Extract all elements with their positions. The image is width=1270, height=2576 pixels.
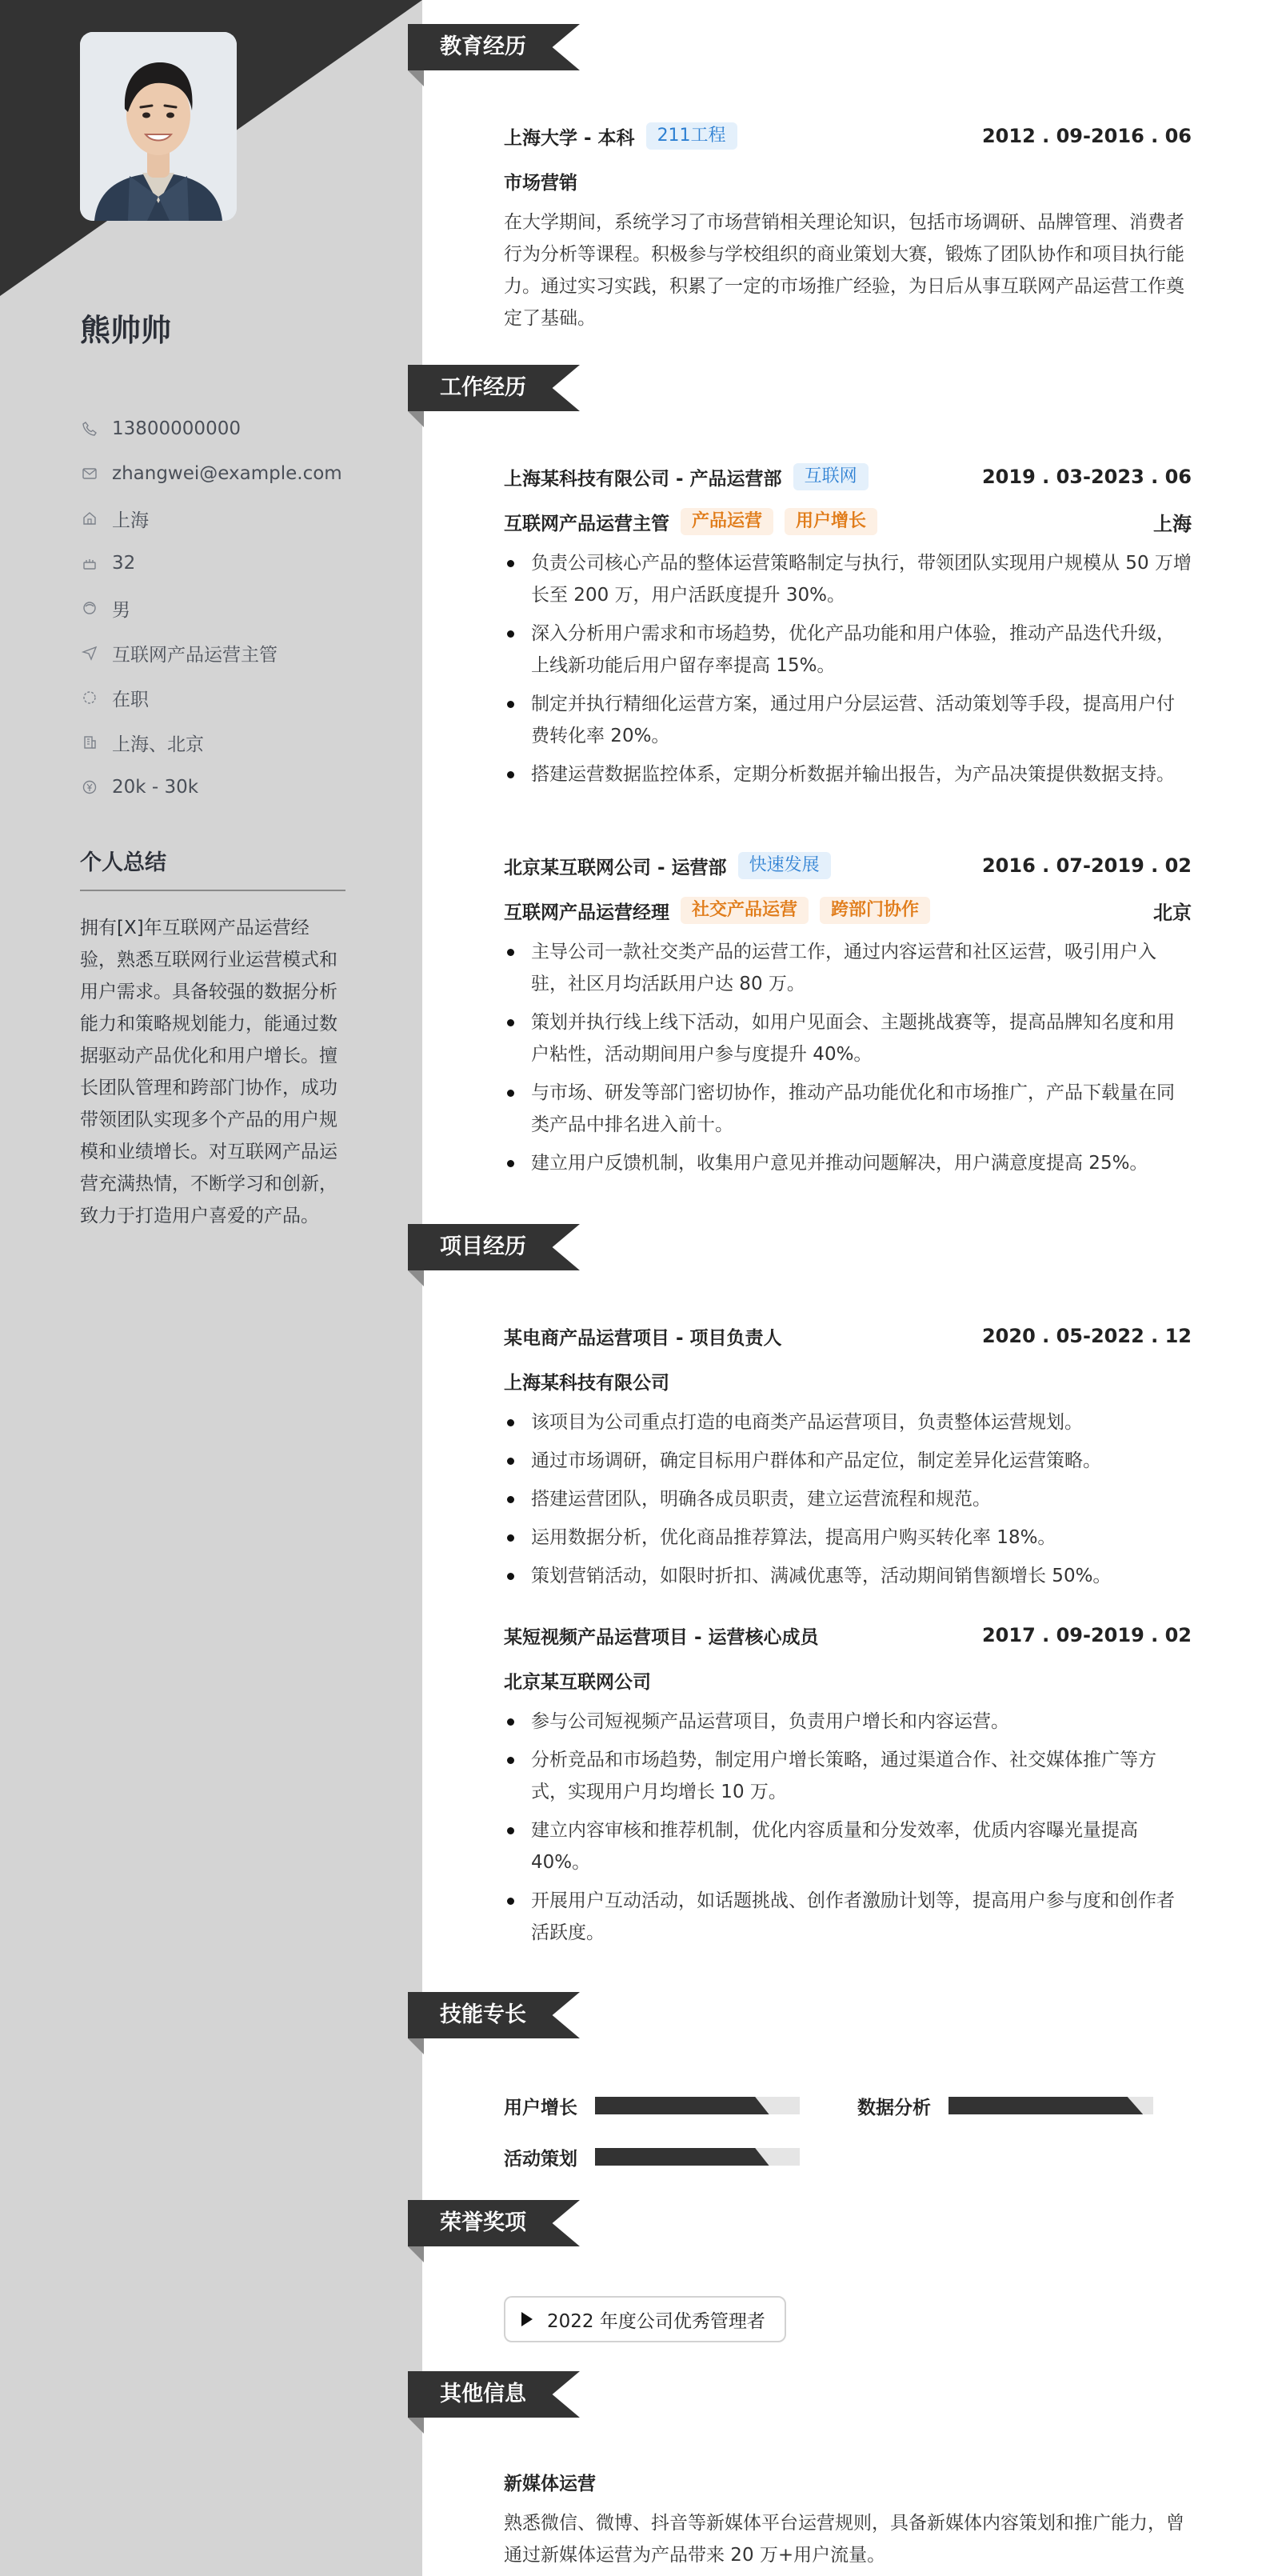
section-title: 其他信息 — [440, 2382, 526, 2406]
home-icon — [80, 509, 99, 528]
contact-phone — [80, 406, 384, 451]
summary-title: 个人总结 — [80, 850, 166, 875]
work-tag: 互联网 — [793, 463, 869, 490]
section-header-work — [408, 365, 580, 411]
work-role-tag: 跨部门协作 — [820, 897, 930, 924]
list-item: 参与公司短视频产品运营项目，负责用户增长和内容运营。 — [504, 1706, 1192, 1738]
section-title: 项目经历 — [440, 1234, 526, 1259]
honor-text: 2022 年度公司优秀管理者 — [547, 2310, 765, 2332]
contact-age — [80, 541, 384, 586]
age-icon — [80, 554, 99, 573]
work-role: 互联网产品运营主管 — [504, 513, 669, 534]
contact-city-text: 上海 — [112, 510, 149, 531]
education-entry — [504, 114, 1192, 334]
project-org: 北京某互联网公司 — [504, 1671, 651, 1693]
work-company: 上海某科技有限公司 - 产品运营部 — [504, 468, 782, 490]
work-role-tag: 社交产品运营 — [681, 897, 809, 924]
list-item: 建立用户反馈机制，收集用户意见并推动问题解决，用户满意度提高 25%。 — [504, 1147, 1192, 1179]
contact-position — [80, 630, 384, 675]
contact-gender-text: 男 — [112, 599, 130, 621]
other-entry — [504, 2459, 1192, 2571]
list-item: 建立内容审核和推荐机制，优化内容质量和分发效率，优质内容曝光量提高 40%。 — [504, 1814, 1192, 1878]
contact-status — [80, 675, 384, 720]
project-title: 某短视频产品运营项目 - 运营核心成员 — [504, 1626, 819, 1648]
skill-item — [857, 2090, 1153, 2122]
contact-list — [80, 406, 384, 810]
work-bullets — [504, 936, 1192, 1179]
section-title: 荣誉奖项 — [440, 2210, 526, 2235]
contact-email — [80, 451, 384, 496]
skill-name: 数据分析 — [857, 2097, 931, 2118]
work-city: 上海 — [1153, 512, 1192, 535]
other-desc: 熟悉微信、微博、抖音等新媒体平台运营规则，具备新媒体内容策划和推广能力，曾通过新媒体运营为产品带来 20 万+用户流量。 — [504, 2513, 1184, 2566]
list-item: 通过市场调研，确定目标用户群体和产品定位，制定差异化运营策略。 — [504, 1445, 1192, 1477]
list-item: 与市场、研发等部门密切协作，推动产品功能优化和市场推广，产品下载量在同类产品中排名进入前十。 — [504, 1077, 1192, 1141]
other-title: 新媒体运营 — [504, 2473, 596, 2494]
avatar-portrait — [80, 32, 237, 221]
skill-bar — [595, 2148, 800, 2166]
section-header-projects — [408, 1224, 580, 1270]
profile-name: 熊帅帅 — [80, 313, 172, 348]
avatar — [80, 32, 237, 221]
list-item: 搭建运营团队，明确各成员职责，建立运营流程和规范。 — [504, 1483, 1192, 1515]
project-entry — [504, 1314, 1192, 1598]
section-title: 技能专长 — [440, 2002, 526, 2027]
work-city: 北京 — [1153, 901, 1192, 924]
skill-bar-fill — [595, 2097, 769, 2114]
summary-text: 拥有[X]年互联网产品运营经验，熟悉互联网行业运营模式和用户需求。具备较强的数据分析能力和策略规划能力，能通过数据驱动产品优化和用户增长。擅长团队管理和跨部门协作，成功带领团队实现多个产品的用户规模和业绩增长。对互联网产品运营充满热情，不断学习和创新，致力于打造用户喜爱的产品。 — [80, 918, 337, 1226]
list-item: 该项目为公司重点打造的电商类产品运营项目，负责整体运营规划。 — [504, 1406, 1192, 1438]
sidebar — [0, 0, 422, 2576]
work-entry — [504, 454, 1192, 797]
list-item: 深入分析用户需求和市场趋势，优化产品功能和用户体验，推动产品迭代升级，上线新功能后用户留存率提高 15%。 — [504, 618, 1192, 682]
contact-status-text: 在职 — [112, 689, 149, 710]
project-date: 2020 . 05-2022 . 12 — [981, 1325, 1192, 1347]
contact-email-text: zhangwei@example.com — [112, 463, 342, 484]
work-tag: 快速发展 — [738, 852, 831, 879]
contact-phone-text: 13800000000 — [112, 418, 241, 439]
work-role-tag: 用户增长 — [785, 508, 877, 535]
contact-salary — [80, 765, 384, 810]
skill-name: 活动策划 — [504, 2148, 577, 2170]
project-date: 2017 . 09-2019 . 02 — [981, 1624, 1192, 1646]
project-org: 上海某科技有限公司 — [504, 1372, 669, 1394]
status-icon — [80, 688, 99, 707]
education-date: 2012 . 09-2016 . 06 — [981, 125, 1192, 147]
list-item: 策划并执行线上线下活动，如用户见面会、主题挑战赛等，提高品牌知名度和用户粘性，活动期间用户参与度提升 40%。 — [504, 1006, 1192, 1070]
list-item: 主导公司一款社交类产品的运营工作，通过内容运营和社区运营，吸引用户入驻，社区月均活跃用户达 80 万。 — [504, 936, 1192, 1000]
section-header-honors — [408, 2200, 580, 2246]
work-bullets — [504, 547, 1192, 790]
section-header-other — [408, 2371, 580, 2418]
section-title: 工作经历 — [440, 375, 526, 400]
section-header-skills — [408, 1992, 580, 2038]
work-role: 互联网产品运营经理 — [504, 902, 669, 923]
work-date: 2019 . 03-2023 . 06 — [981, 466, 1192, 488]
phone-icon — [80, 419, 99, 438]
education-tag: 211工程 — [646, 122, 737, 150]
contact-locations — [80, 720, 384, 765]
list-item: 搭建运营数据监控体系，定期分析数据并输出报告，为产品决策提供数据支持。 — [504, 758, 1192, 790]
skill-bar — [595, 2097, 800, 2114]
skill-item — [504, 2090, 800, 2122]
gender-icon — [80, 598, 99, 618]
list-item: 开展用户互动活动，如话题挑战、创作者激励计划等，提高用户参与度和创作者活跃度。 — [504, 1885, 1192, 1949]
salary-icon — [80, 778, 99, 797]
main-content — [408, 0, 1270, 2576]
skill-bar-fill — [949, 2097, 1143, 2114]
education-major: 市场营销 — [504, 172, 577, 194]
section-title: 教育经历 — [440, 34, 526, 59]
project-bullets — [504, 1406, 1192, 1592]
list-item: 负责公司核心产品的整体运营策略制定与执行，带领团队实现用户规模从 50 万增长至 200 万，用户活跃度提升 30%。 — [504, 547, 1192, 611]
education-school: 上海大学 - 本科 — [504, 127, 635, 149]
contact-locations-text: 上海、北京 — [112, 734, 204, 755]
list-item: 运用数据分析，优化商品推荐算法，提高用户购买转化率 18%。 — [504, 1522, 1192, 1554]
contact-age-text: 32 — [112, 553, 136, 574]
education-desc: 在大学期间，系统学习了市场营销相关理论知识，包括市场调研、品牌管理、消费者行为分析等课程。积极参与学校组织的商业策划大赛，锻炼了团队协作和项目执行能力。通过实习实践，积累了一定的市场推广经验，为日后从事互联网产品运营工作奠定了基础。 — [504, 212, 1184, 329]
list-item: 策划营销活动，如限时折扣、满减优惠等，活动期间销售额增长 50%。 — [504, 1560, 1192, 1592]
building-icon — [80, 733, 99, 752]
skill-item — [504, 2141, 800, 2173]
work-entry — [504, 843, 1192, 1186]
work-company: 北京某互联网公司 - 运营部 — [504, 857, 727, 878]
contact-gender — [80, 586, 384, 630]
contact-salary-text: 20k - 30k — [112, 777, 199, 798]
work-role-tag: 产品运营 — [681, 508, 773, 535]
mail-icon — [80, 464, 99, 483]
send-icon — [80, 643, 99, 662]
play-triangle-icon — [521, 2312, 533, 2326]
list-item: 分析竞品和市场趋势，制定用户增长策略，通过渠道合作、社交媒体推广等方式，实现用户月均增长 10 万。 — [504, 1744, 1192, 1808]
honor-item[interactable] — [504, 2296, 786, 2342]
contact-city — [80, 496, 384, 541]
skill-bar-fill — [595, 2148, 769, 2166]
summary-divider — [80, 890, 345, 891]
project-title: 某电商产品运营项目 - 项目负责人 — [504, 1327, 782, 1349]
skill-name: 用户增长 — [504, 2097, 577, 2118]
project-entry — [504, 1613, 1192, 1955]
project-bullets — [504, 1706, 1192, 1949]
list-item: 制定并执行精细化运营方案，通过用户分层运营、活动策划等手段，提高用户付费转化率 20%。 — [504, 688, 1192, 752]
section-header-education — [408, 24, 580, 70]
skill-bar — [949, 2097, 1153, 2114]
contact-position-text: 互联网产品运营主管 — [112, 644, 278, 666]
work-date: 2016 . 07-2019 . 02 — [981, 854, 1192, 877]
